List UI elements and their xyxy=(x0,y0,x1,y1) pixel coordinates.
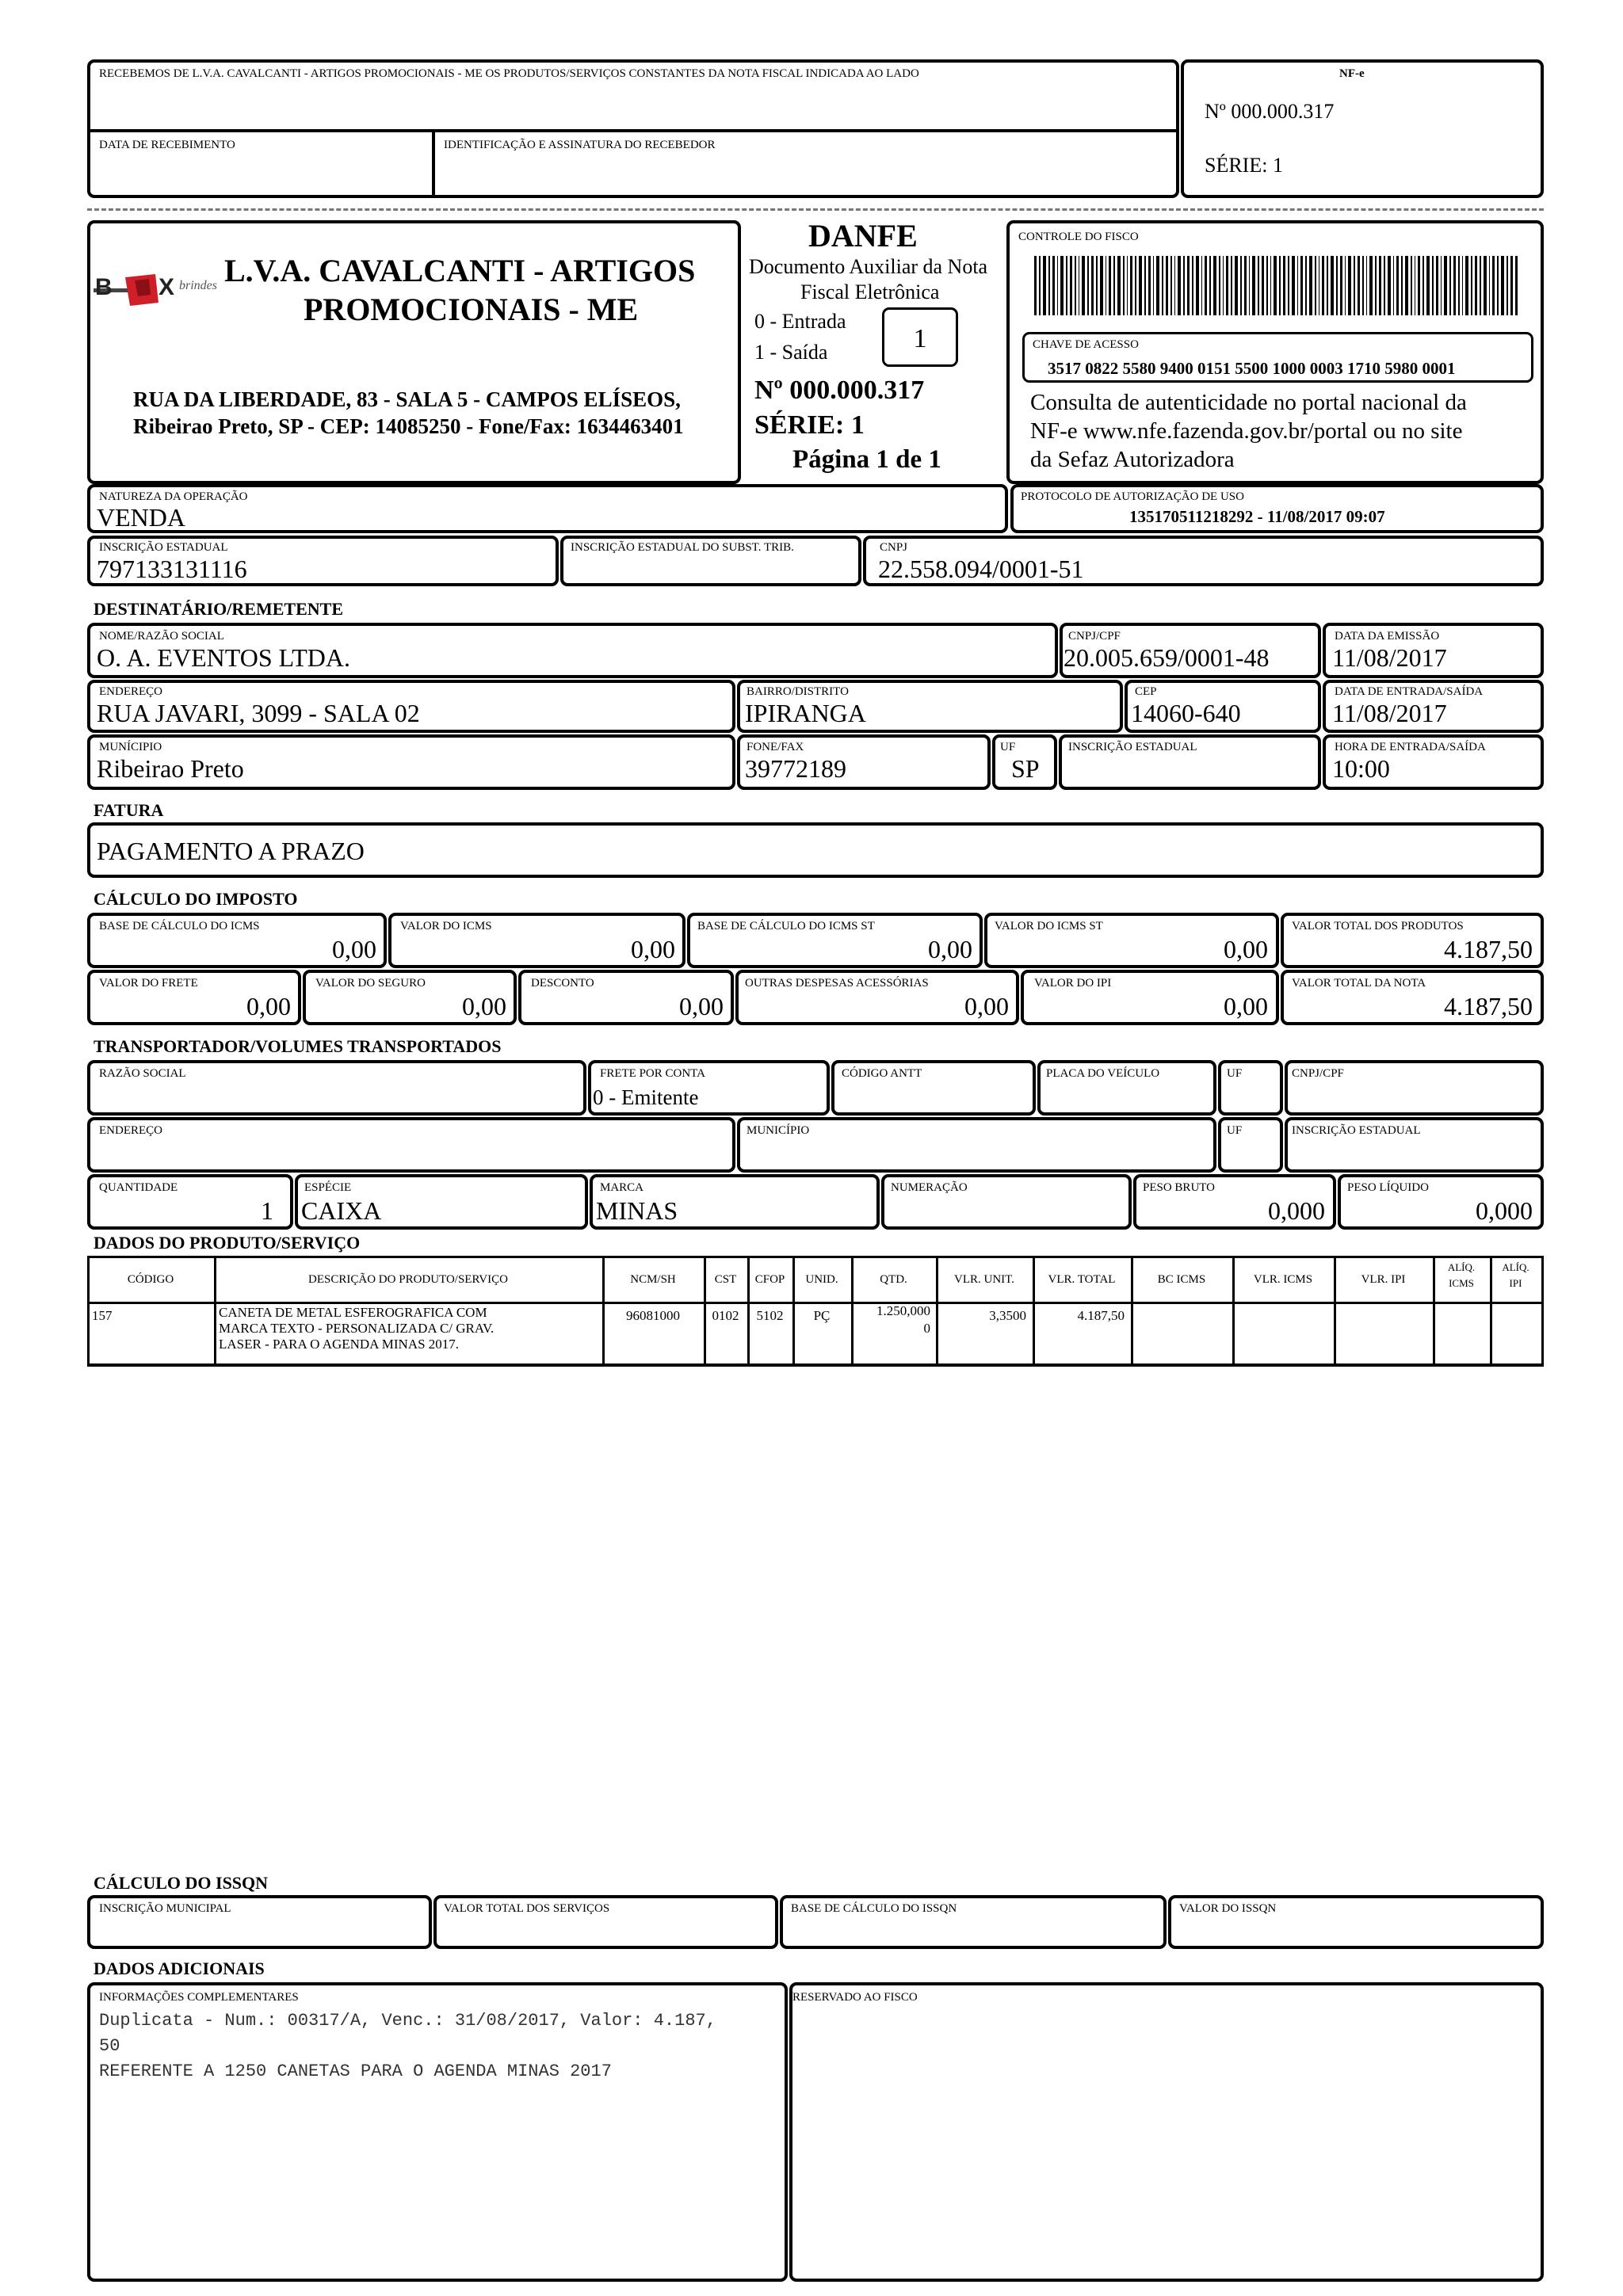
icms-st-label: VALOR DO ICMS ST xyxy=(995,920,1103,933)
td-desc-line1: CANETA DE METAL ESFEROGRAFICA COM xyxy=(219,1305,487,1320)
dest-cnpj-label: CNPJ/CPF xyxy=(1068,630,1121,643)
data-recebimento-label: DATA DE RECEBIMENTO xyxy=(99,139,235,151)
ipi-label: VALOR DO IPI xyxy=(1034,977,1112,990)
dest-hora: 10:00 xyxy=(1332,754,1390,783)
transp-peso-liq-label: PESO LÍQUIDO xyxy=(1347,1181,1429,1194)
col-line xyxy=(1541,1256,1544,1363)
td-cfop: 5102 xyxy=(756,1308,784,1323)
canhoto-serie: SÉRIE: 1 xyxy=(1205,154,1283,177)
dest-uf: SP xyxy=(1011,754,1040,783)
transp-placa-label: PLACA DO VEÍCULO xyxy=(1046,1067,1160,1080)
consulta-line1: Consulta de autenticidade no portal nacional da xyxy=(1030,390,1467,415)
chave-label: CHAVE DE ACESSO xyxy=(1033,338,1139,351)
dest-hora-label: HORA DE ENTRADA/SAÍDA xyxy=(1335,741,1486,753)
th-codigo: CÓDIGO xyxy=(127,1273,174,1286)
canhoto-numero: Nº 000.000.317 xyxy=(1205,100,1335,123)
barcode xyxy=(1034,256,1518,315)
danfe-tipo: 1 xyxy=(913,324,927,353)
issqn-im-label: INSCRIÇÃO MUNICIPAL xyxy=(99,1902,231,1915)
transp-especie: CAIXA xyxy=(301,1196,382,1225)
consulta-line3: da Sefaz Autorizadora xyxy=(1030,447,1235,472)
dest-municipio-label: MUNÍCIPIO xyxy=(99,741,162,753)
table-header-line xyxy=(87,1302,1544,1304)
imposto-section: CÁLCULO DO IMPOSTO xyxy=(94,889,298,909)
danfe-serie: SÉRIE: 1 xyxy=(754,410,865,440)
bc-st-label: BASE DE CÁLCULO DO ICMS ST xyxy=(697,920,875,933)
total-nota: 4.187,50 xyxy=(1444,992,1533,1020)
dest-bairro: IPIRANGA xyxy=(745,699,866,727)
canhoto-nfe-label: NF-e xyxy=(1339,67,1365,80)
fatura-texto: PAGAMENTO A PRAZO xyxy=(97,837,365,865)
transp-marca-label: MARCA xyxy=(600,1181,644,1194)
transp-especie-label: ESPÉCIE xyxy=(304,1181,352,1194)
canhoto-divider xyxy=(87,129,1179,132)
danfe-saida: 1 - Saída xyxy=(754,341,828,364)
natureza-label: NATUREZA DA OPERAÇÃO xyxy=(99,490,248,503)
transp-razao-label: RAZÃO SOCIAL xyxy=(99,1067,186,1080)
dest-bairro-label: BAIRRO/DISTRITO xyxy=(747,685,849,698)
icms-st: 0,00 xyxy=(1224,935,1268,963)
emitente-name-line2: PROMOCIONAIS - ME xyxy=(304,292,639,327)
th-aliq-ipi-1: ALÍQ. xyxy=(1502,1261,1529,1273)
canhoto-vdivider xyxy=(432,129,435,198)
dest-cep-label: CEP xyxy=(1135,685,1157,698)
dest-fone: 39772189 xyxy=(745,754,846,783)
desconto-label: DESCONTO xyxy=(531,977,594,990)
th-ncm: NCM/SH xyxy=(630,1273,676,1286)
danfe-title: DANFE xyxy=(808,218,918,254)
td-desc-line2: MARCA TEXTO - PERSONALIZADA C/ GRAV. xyxy=(219,1321,495,1336)
transp-qtd-label: QUANTIDADE xyxy=(99,1181,178,1194)
transp-municipio-label: MUNICÍPIO xyxy=(747,1124,810,1137)
th-vlr-unit: VLR. UNIT. xyxy=(954,1273,1014,1286)
transp-numeracao-label: NUMERAÇÃO xyxy=(891,1181,968,1194)
destinatario-section: DESTINATÁRIO/REMETENTE xyxy=(94,599,343,619)
td-ncm: 96081000 xyxy=(626,1308,680,1323)
transp-ie-label: INSCRIÇÃO ESTADUAL xyxy=(1292,1124,1421,1137)
bc-icms-label: BASE DE CÁLCULO DO ICMS xyxy=(99,920,260,933)
issqn-valor-label: VALOR DO ISSQN xyxy=(1179,1902,1277,1915)
reservado-box xyxy=(789,1982,1544,2282)
td-cst: 0102 xyxy=(712,1308,739,1323)
th-cfop: CFOP xyxy=(754,1273,785,1286)
protocolo-label: PROTOCOLO DE AUTORIZAÇÃO DE USO xyxy=(1021,490,1244,503)
cut-line xyxy=(87,208,1544,211)
transp-endereco-label: ENDEREÇO xyxy=(99,1124,162,1137)
td-qtd-line2: 0 xyxy=(923,1321,930,1336)
danfe-pagina: Página 1 de 1 xyxy=(792,445,941,474)
th-vlr-total: VLR. TOTAL xyxy=(1048,1273,1116,1286)
ipi: 0,00 xyxy=(1224,992,1268,1020)
info-line1: Duplicata - Num.: 00317/A, Venc.: 31/08/2017, Valor: 4.187, xyxy=(99,2011,716,2031)
dest-endereco: RUA JAVARI, 3099 - SALA 02 xyxy=(97,699,420,727)
outras: 0,00 xyxy=(964,992,1009,1020)
th-unid: UNID. xyxy=(805,1273,838,1286)
emitente-address-line2: Ribeirao Preto, SP - CEP: 14085250 - Fone/Fax: 1634463401 xyxy=(133,414,684,438)
seguro: 0,00 xyxy=(462,992,506,1020)
th-aliq-icms-2: ICMS xyxy=(1449,1277,1474,1289)
dest-nome-label: NOME/RAZÃO SOCIAL xyxy=(99,630,224,643)
frete: 0,00 xyxy=(246,992,291,1020)
transp-qtd: 1 xyxy=(261,1196,273,1225)
th-qtd: QTD. xyxy=(880,1273,907,1286)
dest-entrada-label: DATA DE ENTRADA/SAÍDA xyxy=(1335,685,1484,698)
transp-antt-label: CÓDIGO ANTT xyxy=(842,1067,922,1080)
dest-cep: 14060-640 xyxy=(1131,699,1241,727)
td-unid: PÇ xyxy=(813,1308,831,1323)
td-codigo: 157 xyxy=(92,1308,113,1323)
dest-fone-label: FONE/FAX xyxy=(747,741,804,753)
table-bottom-line xyxy=(87,1363,1544,1367)
dest-endereco-label: ENDEREÇO xyxy=(99,685,162,698)
logo xyxy=(94,271,232,311)
td-desc-line3: LASER - PARA O AGENDA MINAS 2017. xyxy=(219,1337,460,1352)
th-vlr-ipi: VLR. IPI xyxy=(1361,1273,1406,1286)
transp-frete-label: FRETE POR CONTA xyxy=(600,1067,705,1080)
transp-marca: MINAS xyxy=(596,1196,678,1225)
produtos-section: DADOS DO PRODUTO/SERVIÇO xyxy=(94,1233,361,1253)
transp-uf2-label: UF xyxy=(1227,1124,1243,1137)
issqn-total-label: VALOR TOTAL DOS SERVIÇOS xyxy=(444,1902,610,1915)
dest-emissao: 11/08/2017 xyxy=(1332,643,1447,672)
fatura-section: FATURA xyxy=(94,800,164,820)
th-bc-icms: BC ICMS xyxy=(1157,1273,1206,1286)
bc-icms: 0,00 xyxy=(332,935,376,963)
th-descricao: DESCRIÇÃO DO PRODUTO/SERVIÇO xyxy=(308,1273,508,1286)
controle-fisco-label: CONTROLE DO FISCO xyxy=(1018,231,1139,243)
logo-brindes: brindes xyxy=(179,279,217,292)
transp-uf-label: UF xyxy=(1227,1067,1243,1080)
logo-x: X xyxy=(158,274,175,300)
adicionais-section: DADOS ADICIONAIS xyxy=(94,1958,265,1978)
col-line xyxy=(1232,1256,1235,1363)
emitente-address-line1: RUA DA LIBERDADE, 83 - SALA 5 - CAMPOS ELÍSEOS, xyxy=(133,387,681,411)
dest-entrada: 11/08/2017 xyxy=(1332,699,1447,727)
icms-label: VALOR DO ICMS xyxy=(400,920,492,933)
td-vlr-total: 4.187,50 xyxy=(1077,1308,1125,1323)
ie-label: INSCRIÇÃO ESTADUAL xyxy=(99,541,228,554)
transp-peso-bruto-label: PESO BRUTO xyxy=(1143,1181,1215,1194)
dest-cnpj: 20.005.659/0001-48 xyxy=(1064,643,1270,672)
outras-label: OUTRAS DESPESAS ACESSÓRIAS xyxy=(745,977,929,990)
td-vlr-unit: 3,3500 xyxy=(989,1308,1026,1323)
transp-peso-bruto: 0,000 xyxy=(1268,1196,1325,1225)
dest-emissao-label: DATA DA EMISSÃO xyxy=(1335,630,1440,643)
identificacao-label: IDENTIFICAÇÃO E ASSINATURA DO RECEBEDOR xyxy=(444,139,716,151)
logo-b: B xyxy=(95,274,113,300)
danfe-numero: Nº 000.000.317 xyxy=(754,376,925,405)
transp-endereco-box xyxy=(87,1117,735,1173)
transp-peso-liq: 0,000 xyxy=(1476,1196,1533,1225)
chave-acesso: 3517 0822 5580 9400 0151 5500 1000 0003 1710 5980 0001 xyxy=(1048,359,1456,378)
danfe-subtitle-line1: Documento Auxiliar da Nota xyxy=(749,255,988,278)
canhoto-recebemos-text: RECEBEMOS DE L.V.A. CAVALCANTI - ARTIGOS PROMOCIONAIS - ME OS PRODUTOS/SERVIÇOS CONSTANTES DA NOTA FISCAL INDICADA AO LADO xyxy=(99,67,919,80)
col-line xyxy=(1131,1256,1133,1363)
transp-frete: 0 - Emitente xyxy=(593,1085,699,1109)
protocolo-value: 135170511218292 - 11/08/2017 09:07 xyxy=(1129,507,1385,526)
canhoto-nfe-box xyxy=(1181,59,1544,198)
dest-uf-label: UF xyxy=(1000,741,1016,753)
total-prod-label: VALOR TOTAL DOS PRODUTOS xyxy=(1292,920,1464,933)
ie-st-label: INSCRIÇÃO ESTADUAL DO SUBST. TRIB. xyxy=(571,541,794,554)
total-prod: 4.187,50 xyxy=(1444,935,1533,963)
col-line xyxy=(214,1256,216,1363)
cnpj-label: CNPJ xyxy=(880,541,908,554)
table-top-line xyxy=(87,1256,1544,1258)
ie-value: 797133131116 xyxy=(97,555,247,583)
td-qtd-line1: 1.250,000 xyxy=(876,1303,930,1318)
icms: 0,00 xyxy=(631,935,675,963)
th-vlr-icms: VLR. ICMS xyxy=(1253,1273,1313,1286)
dest-nome: O. A. EVENTOS LTDA. xyxy=(97,643,351,672)
th-aliq-ipi-2: IPI xyxy=(1509,1277,1522,1289)
issqn-section: CÁLCULO DO ISSQN xyxy=(94,1873,269,1893)
produtos-table xyxy=(87,1256,1544,1367)
reservado-label: RESERVADO AO FISCO xyxy=(792,1991,918,2004)
th-cst: CST xyxy=(714,1273,737,1286)
issqn-bc-label: BASE DE CÁLCULO DO ISSQN xyxy=(791,1902,957,1915)
info-label: INFORMAÇÕES COMPLEMENTARES xyxy=(99,1991,299,2004)
consulta-line2: NF-e www.nfe.fazenda.gov.br/portal ou no site xyxy=(1030,418,1463,444)
seguro-label: VALOR DO SEGURO xyxy=(315,977,426,990)
col-line xyxy=(1334,1256,1336,1363)
dest-ie-label: INSCRIÇÃO ESTADUAL xyxy=(1068,741,1197,753)
total-nota-label: VALOR TOTAL DA NOTA xyxy=(1292,977,1426,990)
transp-cnpj-label: CNPJ/CPF xyxy=(1292,1067,1344,1080)
danfe-entrada: 0 - Entrada xyxy=(754,310,846,333)
dest-municipio: Ribeirao Preto xyxy=(97,754,244,783)
info-line3: REFERENTE A 1250 CANETAS PARA O AGENDA MINAS 2017 xyxy=(99,2061,612,2081)
natureza-value: VENDA xyxy=(97,503,185,532)
cnpj-value: 22.558.094/0001-51 xyxy=(878,555,1084,583)
transportador-section: TRANSPORTADOR/VOLUMES TRANSPORTADOS xyxy=(94,1036,502,1056)
th-aliq-icms-1: ALÍQ. xyxy=(1447,1261,1476,1273)
desconto: 0,00 xyxy=(679,992,724,1020)
bc-st: 0,00 xyxy=(928,935,972,963)
info-line2: 50 xyxy=(99,2036,120,2056)
frete-label: VALOR DO FRETE xyxy=(99,977,198,990)
danfe-subtitle-line2: Fiscal Eletrônica xyxy=(800,280,940,303)
emitente-name-line1: L.V.A. CAVALCANTI - ARTIGOS xyxy=(224,253,696,288)
col-line xyxy=(87,1256,90,1363)
